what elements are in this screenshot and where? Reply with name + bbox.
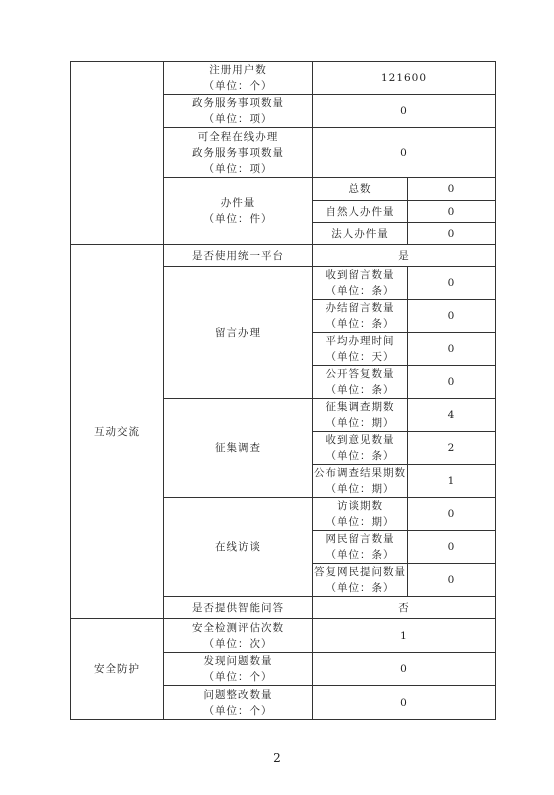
survey-row-label: [313, 432, 408, 465]
table-row: [71, 619, 496, 653]
survey-row-label: [313, 465, 408, 498]
cases-label: [164, 178, 313, 245]
interview-row-label: [313, 564, 408, 597]
survey-row-label: [313, 399, 408, 432]
unit-text: （单位：个）: [203, 671, 273, 683]
table-row: [71, 245, 496, 267]
survey-row-value: 4: [408, 399, 496, 432]
unit-text: （单位：天）: [325, 351, 395, 363]
cases-legal-value: 0: [408, 223, 496, 245]
registered-users-label: [164, 62, 313, 95]
messages-row-value: 0: [408, 267, 496, 300]
label-text: 办结留言数量: [325, 302, 395, 314]
survey-label: 征集调查: [164, 399, 313, 498]
survey-row-value: 2: [408, 432, 496, 465]
unit-text: （单位：项）: [203, 162, 273, 175]
interview-label: 在线访谈: [164, 498, 313, 597]
interaction-category: 互动交流: [71, 245, 164, 619]
security-row-value: 0: [313, 686, 496, 720]
cases-natural-value: 0: [408, 201, 496, 223]
survey-row-value: 1: [408, 465, 496, 498]
online-services-value: 0: [313, 128, 496, 178]
unit-text: （单位：个）: [203, 704, 273, 717]
unit-text: （单位：条）: [325, 318, 395, 330]
table-row: [71, 62, 496, 95]
interview-row-value: 0: [408, 564, 496, 597]
unit-text: （单位：期）: [325, 417, 395, 429]
security-row-label: [164, 653, 313, 686]
messages-row-value: 0: [408, 300, 496, 333]
label-text: 答复网民提问数量: [314, 566, 406, 578]
security-category: 安全防护: [71, 619, 164, 720]
label-text: 可全程在线办理: [197, 130, 279, 143]
gov-services-value: 0: [313, 95, 496, 128]
messages-row-label: [313, 267, 408, 300]
gov-services-label: [164, 95, 313, 128]
interview-row-value: 0: [408, 498, 496, 531]
label-text: 安全检测评估次数: [192, 621, 284, 634]
unified-platform-value: 是: [313, 245, 496, 267]
label-text: 收到留言数量: [325, 269, 395, 281]
unit-text: （单位：条）: [325, 582, 395, 594]
interview-row-label: [313, 531, 408, 564]
unit-text: （单位：条）: [325, 450, 395, 462]
unit-text: （单位：次）: [203, 637, 273, 650]
cases-total-label: 总数: [313, 178, 408, 201]
label-text: 收到意见数量: [325, 434, 395, 446]
messages-row-label: [313, 366, 408, 399]
smart-qa-value: 否: [313, 597, 496, 619]
security-row-label: [164, 619, 313, 653]
category-cell-blank: [71, 62, 164, 245]
cases-legal-label: 法人办件量: [313, 223, 408, 245]
cases-total-value: 0: [408, 178, 496, 201]
label-text: 发现问题数量: [203, 655, 273, 667]
cases-natural-label: 自然人办件量: [313, 201, 408, 223]
security-row-value: 0: [313, 653, 496, 686]
messages-label: 留言办理: [164, 267, 313, 399]
label-text: 访谈期数: [337, 500, 383, 512]
label-text: 政务服务事项数量: [192, 97, 284, 109]
unit-text: （单位：条）: [325, 285, 395, 297]
unit-text: （单位：条）: [325, 384, 395, 396]
label-text: 网民留言数量: [325, 533, 395, 545]
smart-qa-label: 是否提供智能问答: [164, 597, 313, 619]
unit-text: （单位：项）: [203, 113, 273, 125]
security-row-value: 1: [313, 619, 496, 653]
label-text: 办件量: [220, 197, 256, 209]
label-text: 平均办理时间: [325, 335, 395, 347]
label-text: 问题整改数量: [203, 688, 273, 701]
online-services-label: [164, 128, 313, 178]
label-text: 征集调查期数: [325, 401, 395, 413]
security-row-label: [164, 686, 313, 720]
interview-row-label: [313, 498, 408, 531]
unified-platform-label: 是否使用统一平台: [164, 245, 313, 267]
label-text: 公开答复数量: [325, 368, 395, 380]
messages-row-label: [313, 333, 408, 366]
unit-text: （单位：条）: [325, 549, 395, 561]
statistics-table: [70, 61, 496, 720]
registered-users-value: 121600: [313, 62, 496, 95]
unit-text: （单位：个）: [203, 80, 273, 92]
messages-row-value: 0: [408, 333, 496, 366]
interview-row-value: 0: [408, 531, 496, 564]
unit-text: （单位：件）: [203, 213, 273, 225]
unit-text: （单位：期）: [325, 483, 395, 495]
label-text: 注册用户数: [209, 64, 267, 76]
label-text: 政务服务事项数量: [192, 146, 284, 159]
messages-row-label: [313, 300, 408, 333]
page-number: 2: [273, 751, 281, 765]
label-text: 公布调查结果期数: [314, 467, 406, 479]
unit-text: （单位：期）: [325, 516, 395, 528]
messages-row-value: 0: [408, 366, 496, 399]
